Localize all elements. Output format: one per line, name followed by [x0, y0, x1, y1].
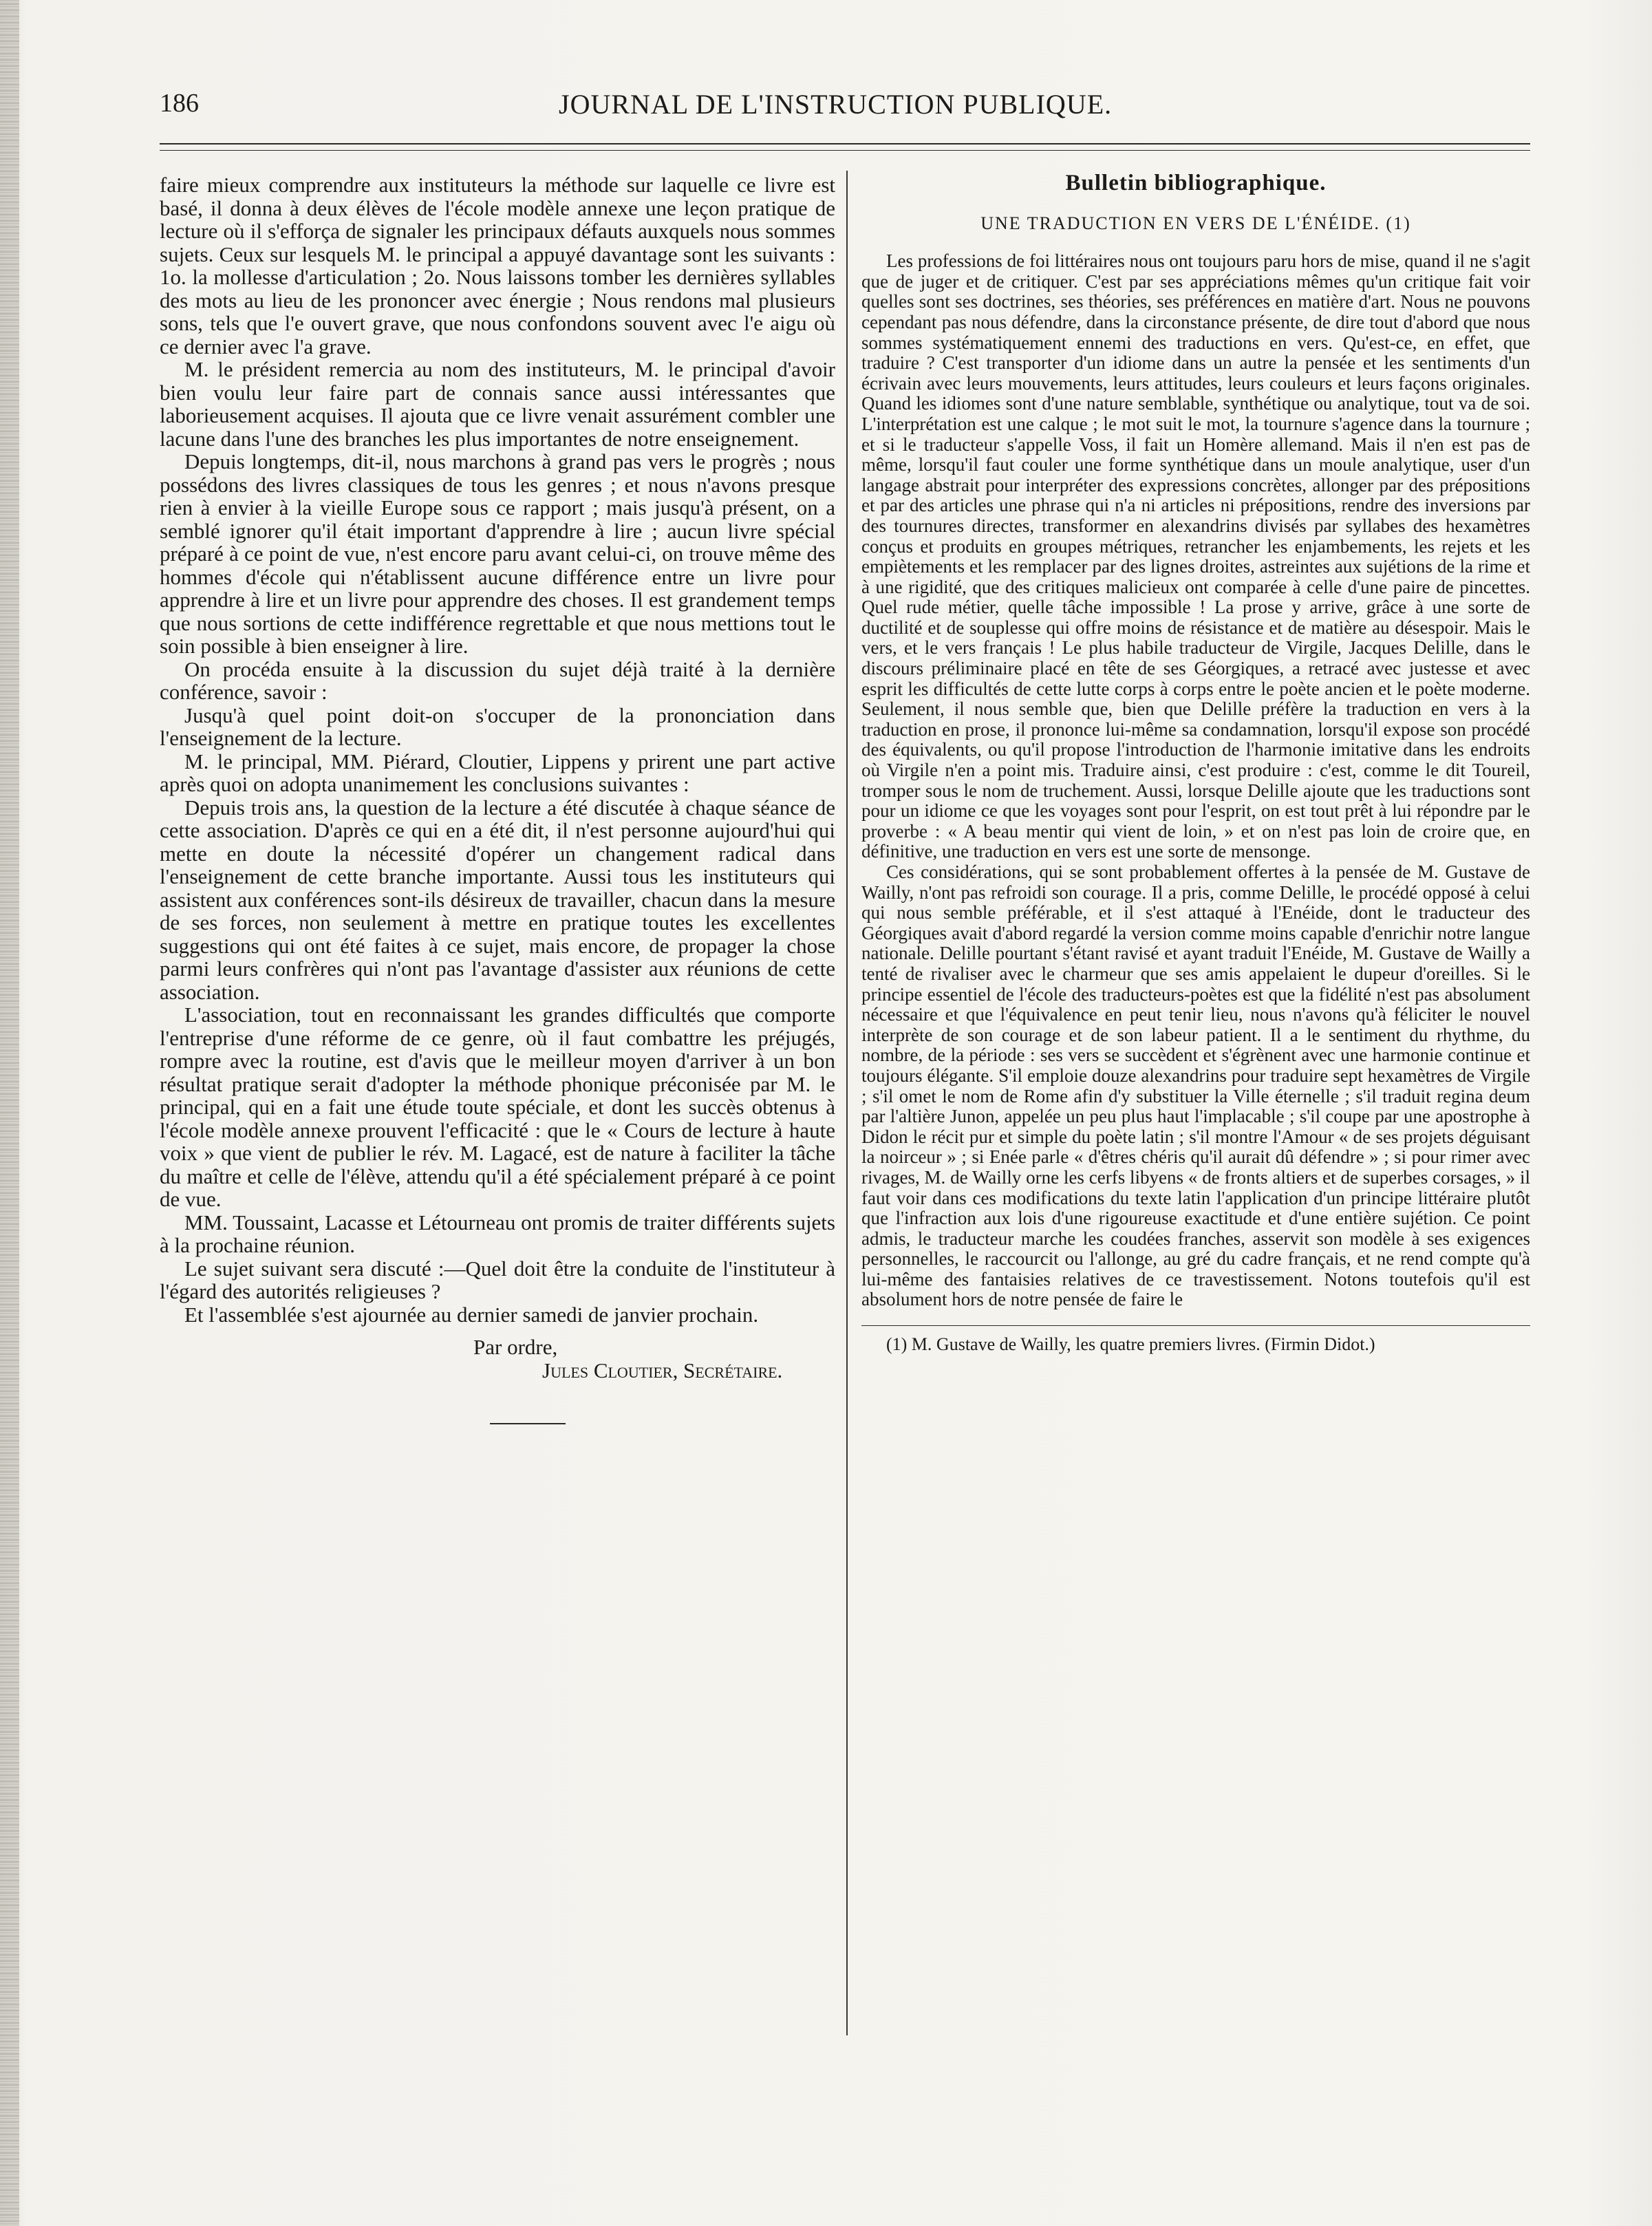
- paragraph: Depuis longtemps, dit-il, nous marchons à grand pas vers le progrès ; nous possédons des livres classiques de tous les genres ; et nous n'avons presque rien à envier à la vieille Europe sous ce rapport ; mais jusqu'à présent, on a semblé ignorer qu'il était important d'apprendre à lire ; aucun livre spécial préparé à ce point de vue, n'est encore paru avant celui-ci, on trouve même des hommes d'école qui n'établissent aucune différence entre un livre pour apprendre à lire et un livre pour apprendre des choses. Il est grandement temps que nous sortions de cette indifférence regrettable et que nous mettions tout le soin possible à bien enseigner à lire.: [160, 449, 835, 658]
- footnote-rule: [861, 1325, 1530, 1326]
- paragraph: Les professions de foi littéraires nous ont toujours paru hors de mise, quand il ne s'agit que de juger et de critiquer. C'est par ses appréciations mêmes qu'un critique fait voir quelles sont ses doctrines, ses théories, ses préférences en matière d'art. Nous ne pouvons cependant pas nous défendre, dans la circonstance présente, de dire tout d'abord que nous sommes systématiquement ennemi des traductions en vers. Qu'est-ce, en effet, que traduire ? C'est transporter d'un idiome dans un autre la pensée et les sentiments d'un écrivain avec leurs mouvements, leurs attitudes, leurs couleurs et leurs façons originales. Quand les idiomes sont d'une nature semblable, synthétique ou analytique, tout va de soi. L'interprétation est une calque ; le mot suit le mot, la tournure s'agence dans la tournure ; et si le traducteur s'appelle Voss, il fait un Homère allemand. Mais il n'en est pas de même, lorsqu'il faut couler une forme synthétique dans un moule analytique, user d'un langage abstrait pour interpréter des expressions concrètes, allonger par des prépositions et par des articles une phrase qui n'a ni articles ni prépositions, rendre des inversions par des tournures directes, transformer en alexandrins divisés par syllabes des hexamètres conçus et produits en groupes métriques, retrancher les enjambements, les rejets et les empiètements et les remplacer par des lignes droites, astreintes aux sujétions de la rime et à une rigidité, que des critiques malicieux ont comparée à celle d'une paire de pincettes. Quel rude métier, quelle tâche impossible ! La prose y arrive, grâce à une sorte de ductilité et de souplesse qui offre moins de résistance et de matière au désespoir. Mais le vers, et le vers français ! Le plus habile traducteur de Virgile, Jacques Delille, dans le discours préliminaire placé en tête de ses Géorgiques, a retracé avec justesse et avec esprit les difficultés de cette lutte corps à corps entre le poète ancien et le poète moderne. Seulement, il nous semble que, bien que Delille préfère la traduction en vers à la traduction en prose, il prononce lui-même sa condamnation, lorsqu'il expose son procédé des équivalents, ou qu'il propose l'introduction de l'harmonie imitative dans les endroits où Virgile n'en a point mis. Traduire ainsi, c'est produire : c'est, comme le dit Toureil, tromper sous le nom de truchement. Aussi, lorsque Delille ajoute que les traductions sont pour un idiome ce que les voyages sont pour l'esprit, on est tout prêt à lui répondre par le proverbe : « A beau mentir qui vient de loin, » et on n'est pas loin de croire que, en définitive, une traduction en vers est une sorte de mensonge.: [861, 250, 1530, 862]
- footnote: (1) M. Gustave de Wailly, les quatre premiers livres. (Firmin Didot.): [886, 1334, 1375, 1355]
- header-rule-thick: [160, 143, 1530, 145]
- section-title: Bulletin bibliographique.: [1065, 171, 1327, 195]
- end-rule: [490, 1423, 566, 1424]
- paragraph: Et l'assemblée s'est ajournée au dernier samedi de janvier prochain.: [184, 1302, 759, 1327]
- signature-order: Par ordre,: [473, 1335, 558, 1359]
- paragraph: MM. Toussaint, Lacasse et Létourneau ont promis de traiter différents sujets à la prochaine réunion.: [160, 1210, 835, 1257]
- header-rule-thin: [160, 150, 1530, 151]
- paragraph: faire mieux comprendre aux instituteurs la méthode sur laquelle ce livre est basé, il donna à deux élèves de l'école modèle annexe une leçon pratique de lecture où il s'efforça de signaler les principaux défauts auxquels nous sommes sujets. Ceux sur lesquels M. le principal a appuyé davantage sont les suivants : 1o. la mollesse d'articulation ; 2o. Nous laissons tomber les dernières syllables des mots au lieu de les prononcer avec énergie ; Nous rendons mal plusieurs sons, tels que l'e ouvert grave, que nous confondons souvent avec l'e aigu où ce dernier avec l'a grave.: [160, 173, 835, 358]
- journal-title: JOURNAL DE L'INSTRUCTION PUBLIQUE.: [559, 89, 1113, 120]
- right-column: [861, 173, 1530, 1355]
- paragraph: Ces considérations, qui se sont probablement offertes à la pensée de M. Gustave de Wailly, n'ont pas refroidi son courage. Il a pris, comme Delille, le procédé opposé à celui qui nous semble préférable, et il s'est attaqué à l'Enéide, dont le traducteur des Géorgiques avait d'abord regardé la version comme moins capable d'enrichir notre langue nationale. Delille pourtant s'étant ravisé et ayant traduit l'Enéide, M. Gustave de Wailly a tenté de rivaliser avec le charmeur que ses amis appelaient le dupeur d'oreilles. Si le principe essentiel de l'école des traducteurs-poètes est que la fidélité n'est pas absolument nécessaire et que l'équivalence en peut tenir lieu, nous n'avons qu'à féliciter le nouvel interprète de son courage et de son labeur patient. Il a le sentiment du rhythme, du nombre, de la période : ses vers se succèdent et s'égrènent avec une harmonie continue et toujours élégante. S'il emploie douze alexandrins pour traduire sept hexamètres de Virgile ; s'il omet le nom de Rome afin d'y substituer la Ville éternelle ; s'il traduit regina deum par l'altière Junon, appelée un peu plus haut l'implacable ; s'il coupe par une apostrophe à Didon le récit pur et simple du poète latin ; s'il montre l'Amour « de ses projets déguisant la noirceur » ; si Enée parle « d'êtres chéris qu'il aurait dû défendre » ; si pour rimer avec rivages, M. de Wailly orne les cerfs libyens « de fronts altiers et de superbes corsages, » il faut voir dans ces modifications du texte latin l'application d'un principe littéraire plutôt que l'infraction aux lois d'une rigoureuse exactitude et d'une entière sujétion. Ce point admis, le traducteur marche les coudées franches, asservit son modèle à ses exigences personnelles, le raccourcit ou l'allonge, au gré du cadre français, et ne rend compte qu'à lui-même des fantaisies relatives de ce travestissement. Notons toutefois qu'il est absolument hors de notre pensée de faire le: [861, 861, 1530, 1310]
- column-divider: [846, 171, 848, 2035]
- signature-block: [160, 1336, 835, 1382]
- running-head: [160, 88, 1536, 129]
- signature-name: Jules Cloutier, Secrétaire.: [542, 1358, 783, 1382]
- paragraph: On procéda ensuite à la discussion du sujet déjà traité à la dernière conférence, savoir :: [160, 656, 835, 704]
- paragraph: Depuis trois ans, la question de la lecture a été discutée à chaque séance de cette association. D'après ce qui en a été dit, il n'est personne aujourd'hui qui mette en doute la nécessité d'opérer un changement radical dans l'enseignement de cette branche importante. Aussi tous les instituteurs qui assistent aux conférences sont-ils désireux de travailler, chacun dans la mesure de ses forces, non seulement à mettre en pratique toutes les excellentes suggestions qui ont été faites à ce sujet, mais encore, de propager la chose parmi leurs confrères qui n'ont pas l'avantage d'assister aux réunions de cette association.: [160, 795, 835, 1004]
- article-title: UNE TRADUCTION EN VERS DE L'ÉNÉIDE. (1): [980, 213, 1411, 233]
- paragraph: L'association, tout en reconnaissant les grandes difficultés que comporte l'entreprise d'une réforme de ce genre, où il faut combattre les préjugés, rompre avec la routine, est d'avis que le meilleur moyen d'arriver à un bon résultat pratique serait d'adopter la méthode phonique préconisée par M. le principal, qui en a fait une étude toute spéciale, et dont les succès obtenus à l'école modèle annexe prouvent l'efficacité : que le « Cours de lecture à haute voix » que vient de publier le rév. M. Lagacé, est de nature à faciliter la tâche du maître et celle de l'élève, attendu qu'il a été spécialement préparé à ce point de vue.: [160, 1003, 835, 1211]
- page-binding-edge: [0, 0, 19, 2226]
- paragraph: M. le président remercia au nom des instituteurs, M. le principal d'avoir bien voulu leur faire part de connais sance aussi intéressantes que laborieusement acquises. Il ajouta que ce livre venait assurément combler une lacune dans l'une des branches les plus importantes de notre enseignement.: [160, 357, 835, 451]
- left-column: [160, 173, 835, 1424]
- paragraph: M. le principal, MM. Piérard, Cloutier, Lippens y prirent une part active après quoi on adopta unanimement les conclusions suivantes :: [160, 749, 835, 796]
- page-number: 186: [160, 89, 199, 118]
- paragraph: Le sujet suivant sera discuté :—Quel doit être la conduite de l'instituteur à l'égard des autorités religieuses ?: [160, 1256, 835, 1303]
- paragraph: Jusqu'à quel point doit-on s'occuper de la prononciation dans l'enseignement de la lecture.: [160, 703, 835, 750]
